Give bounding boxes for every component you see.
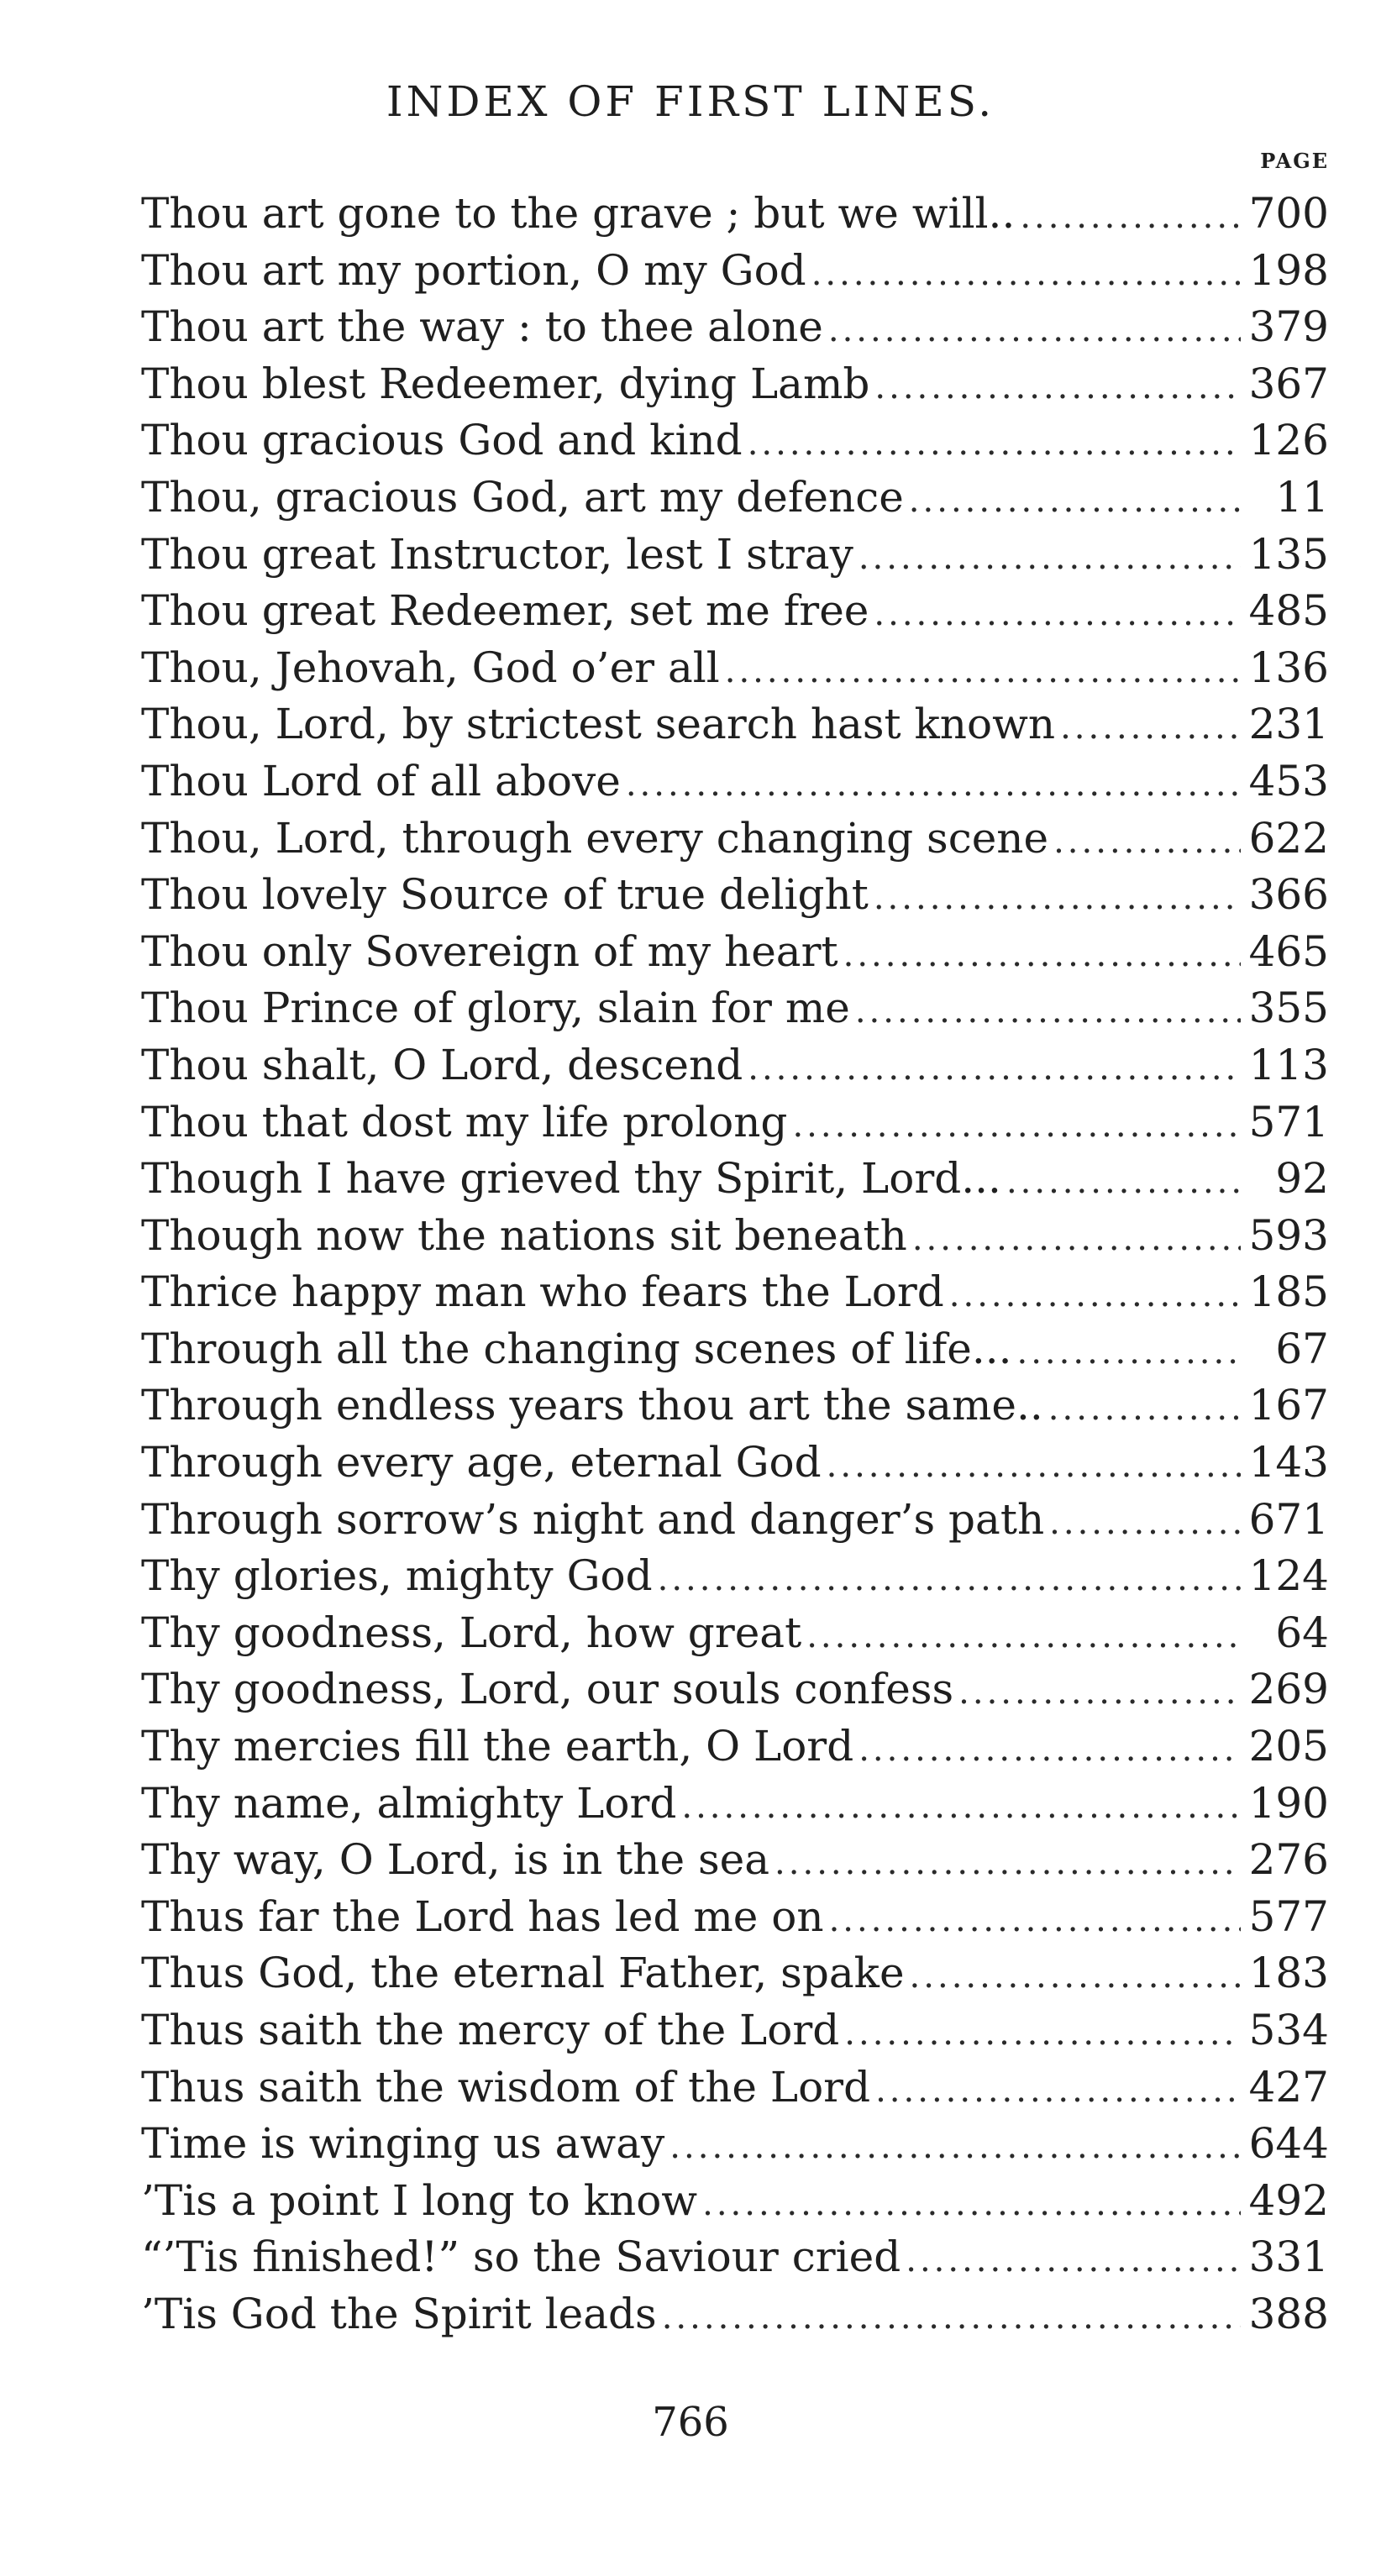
list-item: [141, 2116, 1329, 2173]
first-line-text: Thy goodness, Lord, our souls confess: [141, 1665, 954, 1714]
dot-leader: [829, 1892, 1241, 1946]
hymn-page-number: 379: [1248, 302, 1329, 352]
dot-leader: [958, 1665, 1240, 1718]
list-item: [141, 2286, 1329, 2343]
dot-leader: [855, 984, 1241, 1037]
dot-leader: [806, 1608, 1243, 1662]
list-item: [141, 186, 1329, 243]
first-line-text: Thus God, the eternal Father, spake: [141, 1949, 905, 1998]
first-line-text: Thou great Instructor, lest I stray: [141, 529, 853, 579]
list-item: [141, 299, 1329, 356]
hymn-page-number: 143: [1248, 1438, 1329, 1487]
hymn-page-number: 571: [1248, 1097, 1329, 1146]
list-item: [141, 1377, 1329, 1435]
dot-leader: [1060, 700, 1240, 753]
dot-leader: [702, 2176, 1240, 2230]
dot-leader: [775, 1835, 1241, 1889]
first-line-text: Thou art my portion, O my God: [141, 245, 806, 295]
list-item: [141, 1151, 1329, 1208]
first-line-text: Thus far the Lord has led me on: [141, 1891, 824, 1941]
list-item: [141, 412, 1329, 470]
first-line-text: ’Tis God the Spirit leads: [141, 2289, 657, 2338]
first-line-text: Thou great Redeemer, set me free: [141, 586, 869, 636]
first-line-text: Thus saith the wisdom of the Lord: [141, 2062, 871, 2112]
hymn-page-number: 593: [1248, 1210, 1329, 1260]
first-line-text: Thrice happy man who fears the Lord: [141, 1267, 944, 1317]
hymn-page-number: 205: [1248, 1722, 1329, 1771]
first-line-text: Thou that dost my life prolong: [141, 1097, 788, 1146]
first-line-text: Thou blest Redeemer, dying Lamb: [141, 359, 870, 408]
first-line-text: “’Tis finished!” so the Saviour cried: [141, 2232, 901, 2282]
list-item: [141, 243, 1329, 300]
first-line-text: Thou gracious God and kind: [141, 416, 743, 465]
hymn-page-number: 136: [1248, 643, 1329, 692]
first-line-text: Through all the changing scenes of life...: [141, 1324, 1012, 1373]
list-item: [141, 1037, 1329, 1094]
list-item: [141, 696, 1329, 753]
hymn-page-number: 92: [1275, 1154, 1329, 1204]
dot-leader: [843, 927, 1241, 981]
first-line-text: Thy glories, mighty God: [141, 1551, 653, 1601]
list-item: [141, 980, 1329, 1037]
list-item: [141, 2059, 1329, 2117]
page-number: 766: [652, 2399, 729, 2446]
first-line-text: Thus saith the mercy of the Lord: [141, 2006, 840, 2054]
first-line-text: Through every age, eternal God: [141, 1438, 822, 1487]
list-item: [141, 1208, 1329, 1265]
hymn-page-number: 534: [1248, 2006, 1329, 2054]
hymn-page-number: 198: [1248, 245, 1329, 295]
hymn-page-number: 453: [1248, 756, 1329, 805]
hymn-page-number: 64: [1275, 1608, 1329, 1657]
hymn-page-number: 183: [1248, 1949, 1329, 1998]
list-item: [141, 1945, 1329, 2002]
dot-leader: [827, 1438, 1241, 1492]
list-item: [141, 867, 1329, 924]
list-item: [141, 1492, 1329, 1549]
dot-leader: [828, 302, 1241, 356]
hymn-page-number: 113: [1248, 1040, 1329, 1089]
first-line-text: Thou only Sovereign of my heart: [141, 926, 838, 976]
first-line-text: Though I have grieved thy Spirit, Lord...: [141, 1154, 1001, 1204]
dot-leader: [874, 359, 1240, 413]
hymn-page-number: 367: [1248, 359, 1329, 408]
list-item: [141, 640, 1329, 697]
dot-leader: [844, 2006, 1240, 2059]
first-line-text: Thou art the way : to thee alone: [141, 302, 823, 352]
first-line-text: Thy mercies fill the earth, O Lord: [141, 1722, 854, 1771]
list-item: [141, 2229, 1329, 2286]
first-line-text: Thou, Lord, by strictest search hast known: [141, 700, 1056, 749]
list-item: [141, 1264, 1329, 1321]
hymn-page-number: 126: [1248, 416, 1329, 465]
first-lines-list: [141, 186, 1329, 2343]
hymn-page-number: 577: [1248, 1891, 1329, 1941]
dot-leader: [912, 1211, 1241, 1265]
dot-leader: [874, 586, 1240, 640]
first-line-text: Thy way, O Lord, is in the sea: [141, 1835, 770, 1885]
hymn-page-number: 331: [1248, 2232, 1329, 2282]
list-item: [141, 470, 1329, 527]
list-item: [141, 753, 1329, 811]
dot-leader: [1006, 1154, 1243, 1208]
hymn-page-number: 644: [1248, 2119, 1329, 2169]
list-item: [141, 1776, 1329, 1833]
dot-leader: [1017, 1325, 1244, 1378]
dot-leader: [949, 1267, 1241, 1321]
list-item: [141, 1435, 1329, 1492]
list-item: [141, 2173, 1329, 2230]
list-item: [141, 1548, 1329, 1605]
list-item: [141, 1094, 1329, 1152]
hymn-page-number: 465: [1248, 926, 1329, 976]
first-line-text: Thou, gracious God, art my defence: [141, 472, 904, 522]
first-line-text: Time is winging us away: [141, 2119, 665, 2169]
hymn-page-number: 427: [1248, 2062, 1329, 2112]
hymn-page-number: 11: [1275, 472, 1329, 522]
hymn-page-number: 492: [1248, 2175, 1329, 2225]
dot-leader: [859, 1722, 1240, 1776]
dot-leader: [626, 757, 1241, 811]
dot-leader: [748, 1041, 1240, 1094]
dot-leader: [662, 2290, 1241, 2343]
page-column-label: PAGE: [1260, 149, 1329, 173]
hymn-page-number: 700: [1248, 189, 1329, 238]
dot-leader: [681, 1779, 1240, 1833]
list-item: [141, 811, 1329, 868]
first-line-text: Thou, Jehovah, God o’er all: [141, 643, 720, 692]
first-line-text: Though now the nations sit beneath: [141, 1210, 907, 1260]
list-item: [141, 583, 1329, 640]
hymn-page-number: 190: [1248, 1778, 1329, 1828]
dot-leader: [874, 870, 1241, 924]
hymn-page-number: 231: [1248, 700, 1329, 749]
dot-leader: [811, 246, 1241, 300]
list-item: [141, 356, 1329, 413]
first-line-text: Thou shalt, O Lord, descend: [141, 1040, 743, 1089]
hymn-page-number: 269: [1248, 1665, 1329, 1714]
dot-leader: [725, 643, 1241, 697]
list-item: [141, 1718, 1329, 1776]
dot-leader: [875, 2063, 1240, 2117]
first-line-text: ’Tis a point I long to know: [141, 2175, 698, 2225]
dot-leader: [1020, 189, 1240, 243]
hymn-page-number: 67: [1275, 1324, 1329, 1373]
hymn-page-number: 167: [1248, 1381, 1329, 1430]
dot-leader: [792, 1098, 1240, 1152]
first-line-text: Through endless years thou art the same..: [141, 1381, 1043, 1430]
hymn-page-number: 276: [1248, 1835, 1329, 1885]
dot-leader: [1053, 814, 1240, 868]
hymn-page-number: 622: [1248, 813, 1329, 863]
hymn-page-number: 671: [1248, 1494, 1329, 1544]
dot-leader: [859, 530, 1241, 584]
page-title: INDEX OF FIRST LINES.: [386, 77, 995, 126]
first-line-text: Thou art gone to the grave ; but we will..: [141, 189, 1016, 238]
hymn-page-number: 388: [1248, 2289, 1329, 2338]
hymn-page-number: 366: [1248, 870, 1329, 920]
dot-leader: [1048, 1381, 1241, 1435]
dot-leader: [658, 1551, 1241, 1605]
list-item: [141, 1832, 1329, 1889]
dot-leader: [1049, 1495, 1240, 1549]
list-item: [141, 1605, 1329, 1662]
list-item: [141, 1889, 1329, 1946]
first-line-text: Thou Lord of all above: [141, 756, 621, 805]
dot-leader: [748, 416, 1241, 470]
list-item: [141, 924, 1329, 981]
hymn-page-number: 124: [1248, 1551, 1329, 1601]
dot-leader: [906, 2232, 1240, 2286]
first-line-text: Thy name, almighty Lord: [141, 1778, 677, 1828]
first-line-text: Through sorrow’s night and danger’s path: [141, 1494, 1045, 1544]
first-line-text: Thou, Lord, through every changing scene: [141, 813, 1049, 863]
dot-leader: [669, 2119, 1240, 2173]
hymn-page-number: 185: [1248, 1267, 1329, 1317]
hymn-page-number: 485: [1248, 586, 1329, 636]
list-item: [141, 527, 1329, 584]
first-line-text: Thou Prince of glory, slain for me: [141, 984, 850, 1033]
dot-leader: [909, 473, 1243, 527]
first-line-text: Thy goodness, Lord, how great: [141, 1608, 802, 1657]
first-line-text: Thou lovely Source of true delight: [141, 870, 869, 920]
list-item: [141, 1661, 1329, 1718]
hymn-page-number: 355: [1248, 984, 1329, 1033]
hymn-page-number: 135: [1248, 529, 1329, 579]
list-item: [141, 1321, 1329, 1378]
list-item: [141, 2002, 1329, 2059]
dot-leader: [910, 1949, 1241, 2002]
